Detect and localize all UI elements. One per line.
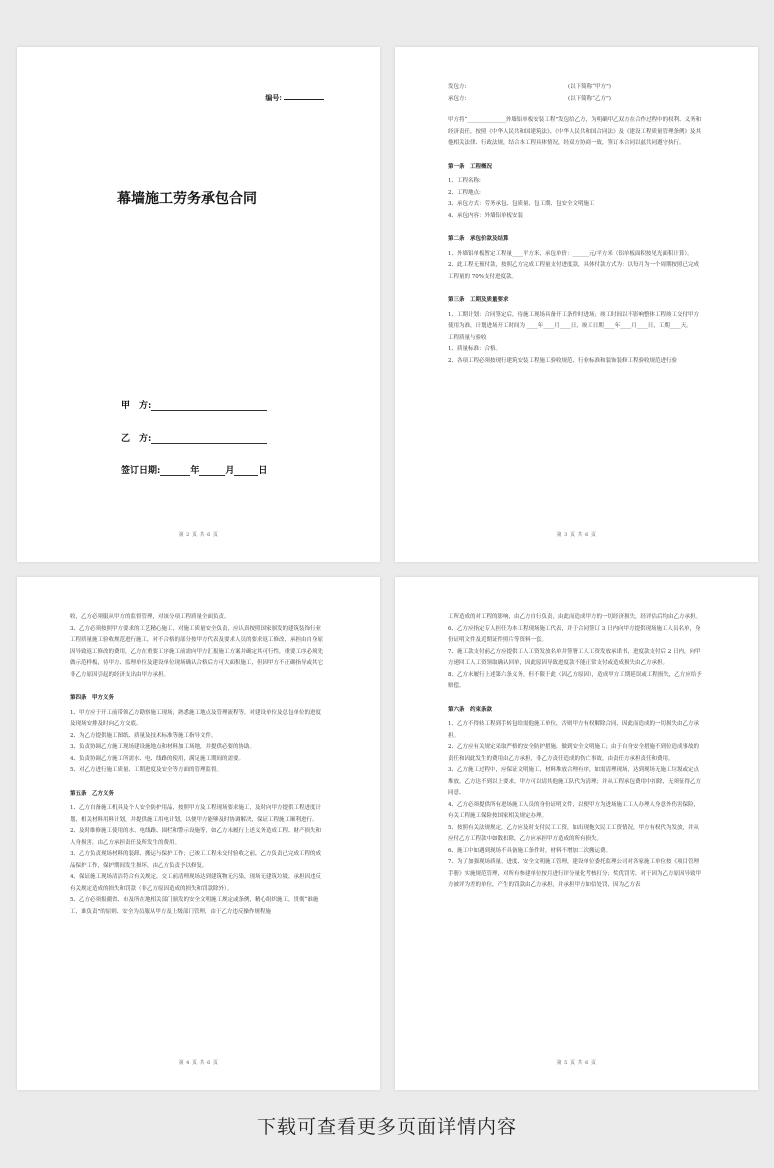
clause: 4、承包内容：外墙铝单板安装 <box>448 212 524 219</box>
contractor-row <box>448 82 704 94</box>
clause: 3、乙方负责现场材料的装卸、搬运与保护工作；已竣工工程未交付验收之前，乙方负责已完成工程的成品保护工作，保护期间发生损坏，由乙方负责予以修复。 <box>70 851 322 869</box>
contract-number-label: 编号: <box>265 93 282 102</box>
party-b-label: 乙 方: <box>121 434 152 444</box>
page-footer: 第 4 页 共 6 页 <box>178 1060 219 1066</box>
contract-page-cover <box>17 47 380 562</box>
clause: 收，乙方必须服从甲方的监督管理，对该分项工程质量全面负责。 <box>70 614 230 620</box>
party-a-line <box>151 401 267 411</box>
clause: 2、工程地点: <box>448 189 481 196</box>
clause: 6、施工中如遇到现场不具备施工条件时，材料不增加二次搬运费。 <box>448 847 612 854</box>
clause: 1、工程名称: <box>448 178 481 184</box>
contract-number-blank <box>284 99 324 100</box>
section-heading: 第五条 乙方义务 <box>70 790 115 797</box>
clause: 2、及时维修施工使用的水、电线路、围栏和警示设施等，如乙方未履行上述义务造成工程、财产损失和人身损害，由乙方承担责任及所发生的费用。 <box>70 828 322 846</box>
clause: 7、施工款支付前乙方应提供工人工资发放名单并签署工人工资发放承诺书，进度款支付后 2 日内，向甲方递回工人工资领取确认回单，因此原因导致进度款不能正常支付或造成损失由乙方承担。 <box>448 648 701 666</box>
subcontractor-alias: (以下简称“乙方”) <box>568 95 611 102</box>
clause: 1、甲方应于开工前带领乙方勘察施工现场，熟悉施工地点及管理流程等，对建设单位及总包单位的进度及现场安排及时向乙方交底。 <box>70 709 322 727</box>
clause: 5、对乙方进行施工质量、工期进度及安全等方面的管理监督。 <box>70 767 223 773</box>
download-caption: 下载可查看更多页面详情内容 <box>256 1116 517 1138</box>
clause: 1、质量标准：合格。 <box>448 346 501 352</box>
party-a-signature <box>121 398 267 411</box>
page-footer: 第 3 页 共 6 页 <box>556 532 597 538</box>
section-heading: 第二条 承包价款及结算 <box>448 236 509 242</box>
clause: 1、外墙铝单板暂定工程量____平方米，承包单价：______元/平方米（铝单板面积按见光面积计算）。 <box>448 250 693 257</box>
clause: 4、乙方必须提供所有进场施工人员的身份证明文件，以便甲方为进场施工工人办理人身意外伤害保险，有关工程施工保险按国家相关规定办理。 <box>448 801 700 819</box>
subcontractor-row <box>448 94 704 106</box>
clause: 8、乙方未履行上述第六条义务，但不限于此（因乙方原因），造成甲方工期延误或工程损失，乙方应给予赔偿。 <box>448 671 702 689</box>
contract-title: 幕墙施工劳务承包合同 <box>117 191 257 207</box>
clause: 1、工期计划：合同签定后，待施工现场具备开工条件时进场；竣工时间以不影响整体工程竣工交付甲方使用为准，计划进场开工时间为 ____年____月____日，竣工日期____年____月____日，工期____天。 <box>448 311 700 329</box>
contractor-alias: (以下简称“甲方”) <box>568 84 611 90</box>
clause: 1、乙方不得转工程到手转包给需他施工单位，否则甲方有权解除合同，因此而造成的一切损失由乙方承担。 <box>448 721 700 739</box>
clause: 2、各项工程必须按现行建筑安装工程施工验收规范、行业标准和装饰装修工程验收规范进行验 <box>448 357 678 364</box>
clause: 2、乙方应有关规定采取严格的安全防护措施，做到安全文明施工；由于自身安全措施不到位造成事故的责任和因此发生的费用由乙方承担，非乙方责任造成的伤亡事故，由责任方承担责任和费用。 <box>448 744 700 762</box>
clause: 2、此工程无预付款，按照乙方完成工程量支付进度款，具体付款方式为：以每月为一个周期按照已完成工程量的 70%支付进度款。 <box>448 262 700 280</box>
signing-date-day: 日 <box>258 466 268 476</box>
clause: 2、为乙方提供施工图纸、质量及技术标准等施工指导文件。 <box>70 732 217 739</box>
clause: 工所造成的对工程的影响，由乙方自行负责，由此而造成甲方的一切经济损失，经评估后均由乙方承担。 <box>448 614 702 620</box>
contract-page-2 <box>395 47 758 562</box>
clause: 工程质量与验收 <box>448 334 487 341</box>
contract-page-4 <box>395 577 758 1090</box>
clause: 5、按照有关法规规定，乙方应及时支付民工工资，如出现拖欠民工工资情况，甲方有权代为发放，并从应付乙方工程款中如数扣除，乙方应承担甲方造成的所有损失。 <box>448 824 700 842</box>
contract-intro: 甲方将“______________外墙铝单板安装工程”发包给乙方，为明确甲乙双方在合作过程中的权利、义务和经济责任，按照《中华人民共和国建筑法》、《中华人民共和国合同法》及《建设工程质量管理条例》及其他相关法律、行政法规，结合本工程具体情况，经双方协商一致，签订本合同以兹共同遵守执行。 <box>448 117 702 146</box>
section-heading: 第一条 工程概况 <box>448 163 493 170</box>
clause: 6、乙方应指定专人担任为本工程现场施工代表，并于合同签订 3 日内向甲方提供现场施工人员名单，身份证明文件及近期证件照片等资料一套。 <box>448 625 701 643</box>
signing-date-label: 签订日期: <box>121 466 161 476</box>
clause: 3、乙方必须按照甲方要求的工艺精心施工，对施工质量安全负责，应认真按照国家颁发的建筑装饰行业工程质量施工验收规范进行施工，对不合格的部分按甲方代表及要求人员的要求返工修改，承担由自身原因导致返工修改的费用，乙方在重要工序施工前需向甲方汇报施工方案并确定其可行性，重要工序必须先做示范样板，待甲方、监理单位及建设单位现场确认合格后方可大面积施工，但因甲方不正确指导或其它非乙方原因引起的经济支出由甲方承担。 <box>70 625 324 678</box>
clause: 5、乙方必须报疆省、市及所在地相关部门颁发的安全文明施工规定或条例，精心组织施工，贯彻“谁施工，谁负责”的原则、安全为员服从甲方及上级部门管理，由于乙方违反操作规程施 <box>70 897 319 915</box>
contractor-label: 发包方: <box>448 84 467 90</box>
section-heading: 第四条 甲方义务 <box>70 695 115 701</box>
clause: 3、负责协调乙方施工现场建设施地点和材料加工场地，并提供必要的协助。 <box>70 744 256 750</box>
party-b-line <box>151 434 267 444</box>
signing-date <box>121 463 267 476</box>
page-footer: 第 2 页 共 6 页 <box>178 532 219 538</box>
subcontractor-label: 承包方: <box>448 95 467 102</box>
clause: 4、负责协调乙方施工所需水、电、线路的使用，满足施工期间的需要。 <box>70 755 245 762</box>
page-footer: 第 5 页 共 6 页 <box>556 1060 597 1066</box>
clause: 1、乙方自备施工机具及个人安全防护用品，按照甲方及工程现场要求施工，及时向甲方提供工程进度计划、相关材料用料计划，并提供施工用电计划，以便甲方能够及时协调解决，保证工程施工顺利进行。 <box>70 805 322 823</box>
clause: 3、乙方施工过程中，应保证文明施工，材料堆放合理有序，如需清理现场，达到现场无施工垃圾或定点堆放，乙方达不到以上要求，甲方可以请其他施工队代为清理；并从工程承包费用中扣除，无须征得乙方同意。 <box>448 767 702 796</box>
clause: 3、承包方式：劳务承包、包质量、包工期、包安全文明施工 <box>448 201 595 207</box>
clause: 7、为了加强现场质量、进度、安全文明施工管理，建设单位委托监理公司对各家施工单位按《项目管理手册》实施规范管理，对所有参建单位按月进行评分量化考核打分；奖优罚劣，对于因为乙方原因导致甲方被评为差的单位，产生的罚款由乙方承担，并承担甲方如信处罚，因为乙方表 <box>448 859 702 888</box>
party-a-label: 甲 方: <box>121 401 152 411</box>
contract-number <box>265 93 324 103</box>
signing-date-year: 年 <box>190 466 200 476</box>
section-heading: 第六条 约束条款 <box>448 706 493 713</box>
contract-page-3 <box>17 577 380 1090</box>
section-heading: 第三条 工期及质量要求 <box>448 297 509 303</box>
signing-date-month: 月 <box>225 466 235 476</box>
clause: 4、保证施工现场清洁符合有关规定，交工前清理现场达到建筑物无污染，现场无建筑垃圾，承担因违反有关规定造成的损失和罚款（非乙方原因造成的损失和罚款除外）。 <box>70 874 322 892</box>
party-b-signature <box>121 431 267 444</box>
